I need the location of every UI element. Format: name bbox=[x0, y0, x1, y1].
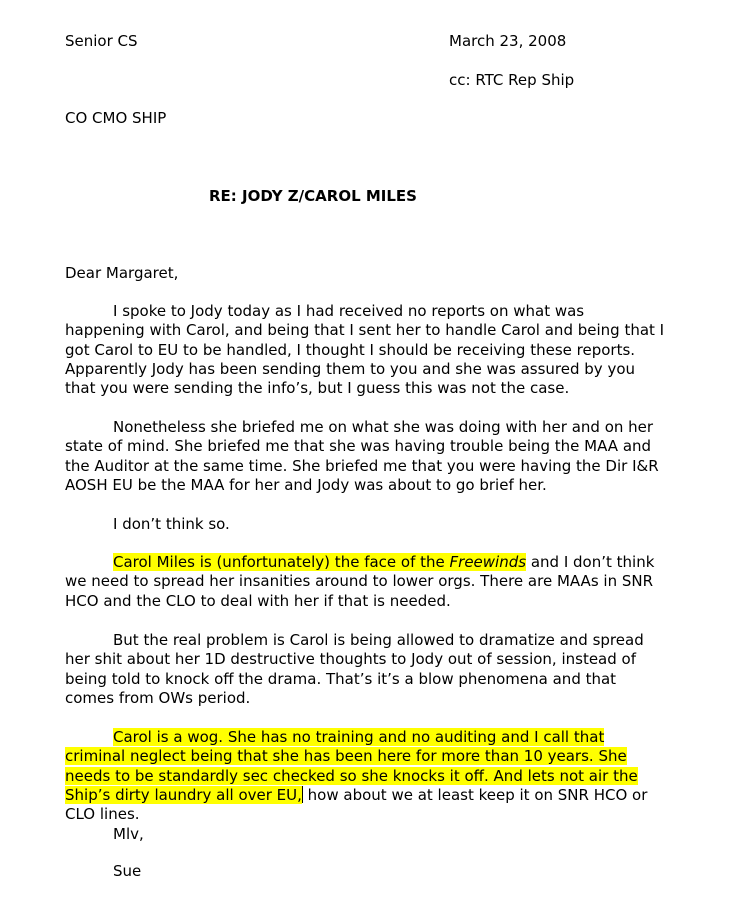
paragraph-4-text: and I don’t think we need to spread her insanities around to lower orgs. There are MAAs in SNR HCO and the CLO to deal with her if that is needed. bbox=[65, 553, 655, 610]
paragraph-1-text: I spoke to Jody today as I had received no reports on what was happening with Carol, and being that I sent her to handle Carol and being that I got Carol to EU to be handled, I thought I should be receiving these reports. Apparently Jody has been sending them to you and she was assured by you that you were sending the info’s, but I guess this was not the case. bbox=[65, 302, 665, 398]
paragraph-5-text: But the real problem is Carol is being allowed to dramatize and spread her shit about her 1D destructive thoughts to Jody out of session, instead of being told to knock off the drama. That’s it’s a blow phenomena and that comes from OWs period. bbox=[65, 631, 644, 707]
paragraph-6 bbox=[65, 728, 665, 824]
recipient-line: CO CMO SHIP bbox=[65, 109, 167, 127]
paragraph-1 bbox=[65, 302, 665, 398]
paragraph-3 bbox=[65, 515, 665, 534]
closing: Mlv, bbox=[113, 825, 144, 843]
paragraph-5 bbox=[65, 631, 665, 708]
salutation: Dear Margaret, bbox=[65, 264, 179, 282]
paragraph-4 bbox=[65, 553, 665, 611]
paragraph-6-text: how about we at least keep it on SNR HCO or CLO lines. bbox=[65, 785, 648, 824]
paragraph-6-highlight: Carol is a wog. She has no training and no auditing and I call that criminal neglect being that she has been here for more than 10 years. She needs to be standardly sec checked so she knocks it off. And lets not air the Ship’s dirty laundry all over EU, bbox=[65, 728, 638, 804]
paragraph-2 bbox=[65, 418, 665, 495]
sender-line: Senior CS bbox=[65, 32, 138, 50]
cc-line: cc: RTC Rep Ship bbox=[449, 71, 575, 89]
paragraph-4-highlight: Carol Miles is (unfortunately) the face of the bbox=[113, 553, 450, 571]
date-line: March 23, 2008 bbox=[449, 32, 567, 50]
subject-heading: RE: JODY Z/CAROL MILES bbox=[209, 187, 417, 205]
signature: Sue bbox=[113, 862, 142, 880]
freewinds-emphasis: Freewinds bbox=[449, 553, 527, 571]
paragraph-2-text: Nonetheless she briefed me on what she was doing with her and on her state of mind. She briefed me that she was having trouble being the MAA and the Auditor at the same time. She briefed me that you were having the Dir I&R AOSH EU be the MAA for her and Jody was about to go brief her. bbox=[65, 418, 659, 494]
highlighted-text bbox=[113, 553, 526, 571]
paragraph-3-text: I don’t think so. bbox=[113, 515, 230, 533]
